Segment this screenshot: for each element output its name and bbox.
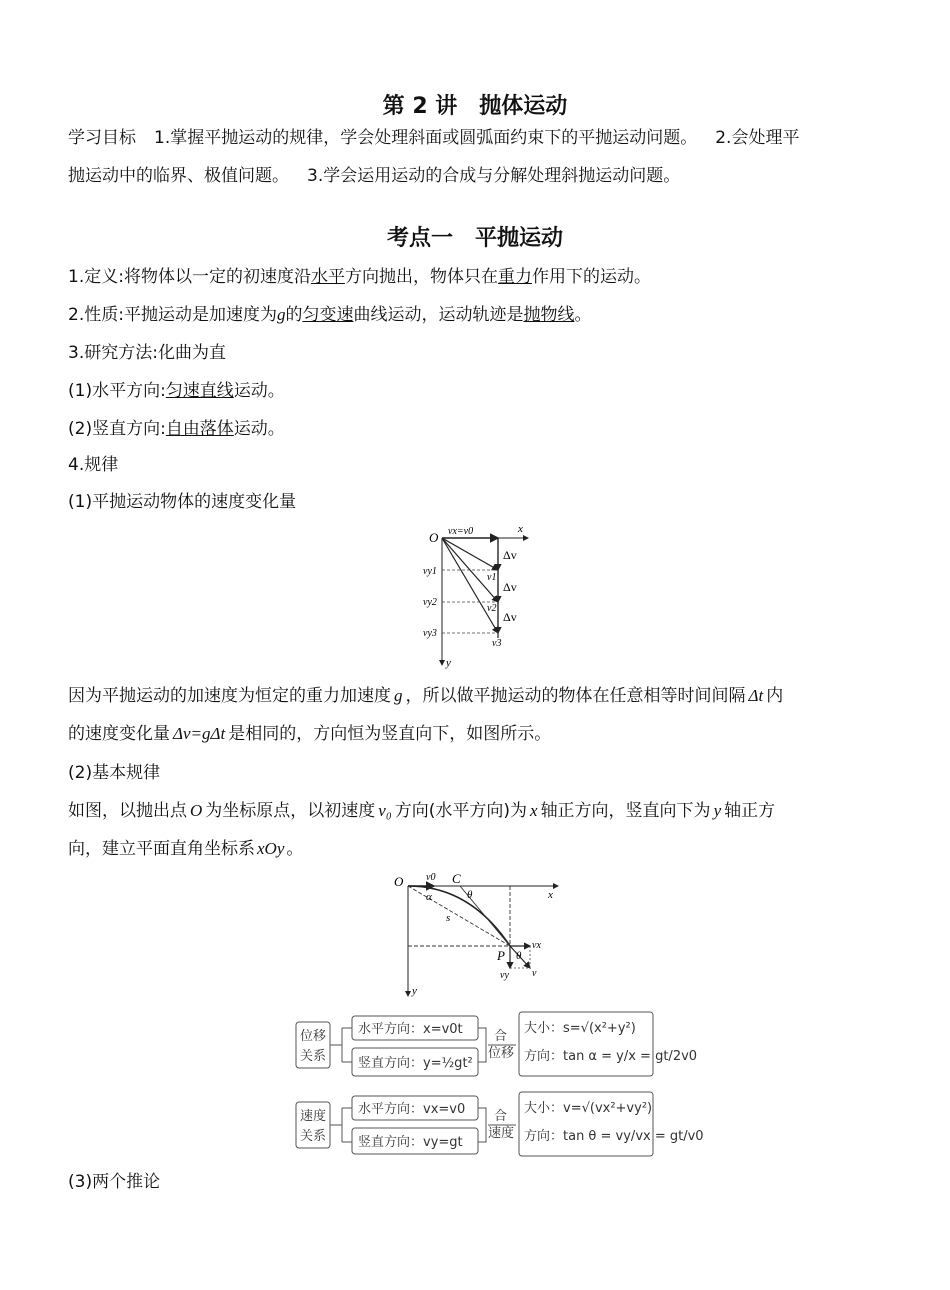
para1-line-2: 的速度变化量 Δv=gΔt 是相同的，方向恒为竖直向下，如图所示。 (68, 724, 552, 744)
v3-label: v3 (492, 638, 502, 649)
v0-label: v0 (426, 872, 436, 883)
objectives-line-2: 抛运动中的临界、极值问题。 3.学会运用运动的合成与分解处理斜抛运动问题。 (68, 166, 681, 186)
horizontal-line: (1)水平方向:匀速直线运动。 (68, 381, 285, 401)
displacement-label: s (446, 912, 451, 924)
vx-label: vx (532, 940, 541, 951)
combine-label-1: 合 (494, 1029, 508, 1044)
x-axis-label: x (548, 889, 553, 901)
velocity-horizontal: 水平方向：vx=v0 (358, 1102, 466, 1117)
combine-label-2: 位移 (488, 1046, 515, 1061)
dv-label-1: Δv (503, 548, 517, 562)
theta-label-top: θ (467, 889, 473, 901)
v-label: v (532, 968, 537, 979)
velocity-direction: 方向：tan θ = vy/vx = gt/v0 (524, 1129, 704, 1144)
dv-label-3: Δv (503, 610, 517, 624)
dv-label-2: Δv (503, 580, 517, 594)
displacement-magnitude: 大小：s=√(x²+y²) (524, 1021, 636, 1036)
nature-line: 2.性质:平抛运动是加速度为g的匀变速曲线运动，运动轨迹是抛物线。 (68, 305, 592, 325)
objectives-label: 学习目标 (68, 128, 136, 148)
combine-label-1: 合 (494, 1109, 508, 1124)
vertical-line: (2)竖直方向:自由落体运动。 (68, 419, 285, 439)
displacement-direction: 方向：tan α = y/x = gt/2v0 (524, 1049, 698, 1064)
right-bracket (478, 1028, 486, 1062)
velocity-left-label-2: 关系 (300, 1129, 327, 1144)
page-title: 第 2 讲 抛体运动 (382, 94, 568, 119)
right-bracket (478, 1108, 486, 1142)
trajectory-curve (408, 886, 510, 946)
left-bracket (330, 1028, 352, 1062)
alpha-label: α (426, 891, 432, 903)
sub1-line: (1)平抛运动物体的速度变化量 (68, 492, 297, 512)
velocity-relation-chart (294, 1090, 704, 1158)
left-bracket (330, 1108, 352, 1142)
vx-label: vx=v0 (448, 526, 474, 537)
v2-label: v2 (487, 603, 497, 614)
para2-line-1: 如图，以抛出点 O 为坐标原点，以初速度 v₀ 方向(水平方向)为 x 轴正方向，竖直向下为 y 轴正方 (68, 801, 776, 821)
projectile-figure (390, 868, 565, 1000)
law-line: 4.规律 (68, 455, 119, 475)
point-p-label: P (497, 948, 505, 963)
origin-label: O (429, 530, 439, 545)
theta-label-p: θ (516, 950, 522, 962)
velocity-magnitude: 大小：v=√(vx²+vy²) (524, 1101, 653, 1116)
objectives-line-1: 学习目标 1.掌握平抛运动的规律，学会处理斜面或圆弧面约束下的平抛运动问题。 2.会处理平 (68, 128, 800, 148)
combine-label-2: 速度 (488, 1126, 515, 1141)
sub3-line: (3)两个推论 (68, 1172, 161, 1192)
definition-line: 1.定义:将物体以一定的初速度沿水平方向抛出，物体只在重力作用下的运动。 (68, 267, 651, 287)
velocity-change-figure (418, 520, 538, 670)
velocity-left-label-1: 速度 (300, 1109, 327, 1124)
v3-vector (442, 538, 498, 633)
displacement-line (408, 886, 510, 946)
y-axis-label: y (412, 985, 417, 997)
x-axis-label: x (518, 523, 523, 535)
para2-line-2: 向，建立平面直角坐标系 xOy 。 (68, 839, 304, 859)
origin-label: O (394, 874, 404, 889)
v1-label: v1 (487, 572, 497, 583)
displacement-vertical: 竖直方向：y=½gt² (358, 1056, 473, 1071)
y-axis-label: y (446, 657, 451, 669)
v1-vector (442, 538, 498, 570)
sub2-line: (2)基本规律 (68, 763, 161, 783)
method-line: 3.研究方法:化曲为直 (68, 343, 226, 363)
velocity-vertical: 竖直方向：vy=gt (358, 1135, 463, 1150)
para1-line-1: 因为平抛运动的加速度为恒定的重力加速度 g ，所以做平抛运动的物体在任意相等时间间隔 Δt 内 (68, 686, 784, 706)
vy-label: vy (500, 970, 509, 981)
point-c-label: C (452, 871, 461, 886)
section-title: 考点一 平抛运动 (386, 226, 563, 251)
vy3-label: vy3 (423, 628, 437, 639)
displacement-relation-chart (294, 1010, 698, 1080)
displacement-left-label-2: 关系 (300, 1049, 327, 1064)
vy2-label: vy2 (423, 597, 437, 608)
vy1-label: vy1 (423, 566, 437, 577)
displacement-horizontal: 水平方向：x=v0t (358, 1022, 463, 1037)
displacement-left-label-1: 位移 (300, 1029, 327, 1044)
